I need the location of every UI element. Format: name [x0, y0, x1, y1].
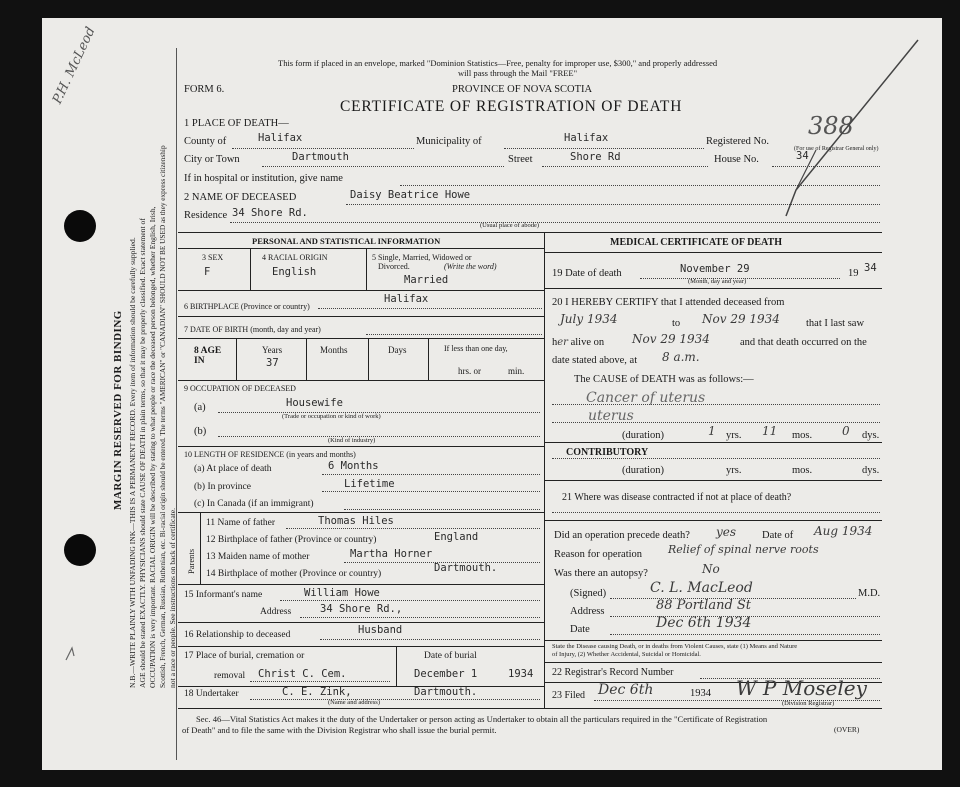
- less-day-label: If less than one day,: [444, 344, 508, 353]
- residence-label: Residence: [184, 210, 228, 221]
- medical-heading: MEDICAL CERTIFICATE OF DEATH: [610, 237, 782, 248]
- mother-birthplace-value: Dartmouth.: [434, 562, 498, 574]
- parents-label: Parents: [186, 548, 196, 574]
- cause-value-2: uterus: [588, 408, 634, 424]
- age-label: 8 AGE IN: [194, 346, 222, 366]
- burial-date-label: Date of burial: [424, 651, 477, 661]
- occupation-a-label: (a): [194, 402, 206, 413]
- pencil-note: P.H. McLeod: [50, 24, 99, 107]
- death-date-note: (Month, day and year): [688, 278, 747, 285]
- hospital-label: If in hospital or institution, give name: [184, 173, 343, 184]
- occupation-b-note: (Kind of industry): [328, 437, 376, 444]
- page-title: CERTIFICATE OF REGISTRATION OF DEATH: [340, 98, 683, 115]
- residence-length-label: 10 LENGTH OF RESIDENCE (in years and months): [184, 450, 356, 459]
- informant-address-value: 34 Shore Rd.,: [320, 603, 403, 615]
- abode-note: (Usual place of abode): [480, 222, 540, 229]
- cause-months-value: 11: [762, 424, 778, 438]
- residence-a-value: 6 Months: [328, 460, 379, 472]
- death-year-prefix: 19: [848, 268, 859, 279]
- operation-label: Did an operation precede death?: [554, 530, 690, 541]
- margin-note-line-1: N.B.—WRITE PLAINLY WITH UNFADING INK—THIS IS A PERMANENT RECORD. Every item of information should be carefully supplied.: [128, 237, 137, 688]
- physician-date-value: Dec 6th 1934: [656, 615, 752, 631]
- division-registrar-note: (Division Registrar): [782, 700, 835, 707]
- occupation-value: Housewife: [286, 397, 343, 409]
- registered-label: Registered No.: [706, 136, 769, 147]
- street-label: Street: [508, 154, 533, 165]
- state-note-1: State the Disease causing Death, or in deaths from Violent Causes, state (1) Means and Nature: [552, 643, 798, 650]
- md-label: M.D.: [858, 588, 881, 599]
- residence-value: 34 Shore Rd.: [232, 207, 308, 219]
- city-value: Dartmouth: [292, 151, 349, 163]
- province-heading: PROVINCE OF NOVA SCOTIA: [452, 84, 593, 95]
- marital-label-1: 5 Single, Married, Widowed or: [372, 253, 472, 262]
- undertaker-note: (Name and address): [328, 699, 380, 706]
- months-label: Months: [320, 345, 348, 355]
- operation-value: yes: [716, 525, 737, 539]
- dys-label-1: dys.: [862, 430, 880, 441]
- pencil-check-stroke: [786, 40, 918, 216]
- burial-label-2: removal: [214, 671, 246, 681]
- father-label: 11 Name of father: [206, 518, 276, 528]
- dys-label-2: dys.: [862, 465, 880, 476]
- attended-to-value: Nov 29 1934: [702, 312, 780, 326]
- where-contracted-label: 21 Where was disease contracted if not at place of death?: [562, 492, 792, 503]
- residence-c-label: (c) In Canada (if an immigrant): [194, 499, 314, 509]
- to-label: to: [672, 318, 681, 329]
- mailing-note-1: This form if placed in an envelope, marked "Dominion Statistics—Free, penalty for improper use, $300," and properly addressed: [278, 58, 718, 68]
- mailing-note-2: will pass through the Mail "FREE": [458, 68, 578, 78]
- racial-origin-label: 4 RACIAL ORIGIN: [262, 253, 328, 262]
- relationship-value: Husband: [358, 624, 403, 636]
- filed-day-value: Dec 6th: [598, 682, 654, 698]
- physician-address-value: 88 Portland St: [656, 598, 752, 613]
- occupation-a-note: (Trade or occupation or kind of work): [282, 413, 381, 420]
- mos-label-2: mos.: [792, 465, 813, 476]
- reason-label: Reason for operation: [554, 549, 643, 560]
- footer-over: (OVER): [834, 725, 860, 734]
- min-label: min.: [508, 366, 525, 376]
- occupation-label: 9 OCCUPATION OF DECEASED: [184, 384, 296, 393]
- registered-note: (For use of Registrar General only): [794, 146, 879, 152]
- marital-label-2: Divorced.: [378, 262, 410, 271]
- footer-line-1: Sec. 46—Vital Statistics Act makes it the duty of the Undertaker or person acting as Undertaker to obtain all the particulars required in the "Certificate of Registration: [196, 714, 768, 724]
- yrs-label-2: yrs.: [726, 465, 742, 476]
- autopsy-value: No: [702, 562, 720, 576]
- hrs-label: hrs. or: [458, 366, 481, 376]
- municipality-value: Halifax: [564, 132, 609, 144]
- burial-place-value: Christ C. Cem.: [258, 668, 347, 680]
- margin-note-line-4: Scottish, French, German, Russian, Ruthenian, etc. Bi-racial origin should be entered. The terms "AMERICAN" or "CANADIAN" SHOULD NOT BE USED as they express citizenship: [158, 145, 167, 688]
- margin-note-line-2: AGE should be stated EXACTLY. PHYSICIANS should state CAUSE OF DEATH in plain terms, so that it may be properly classified. Exact statement of: [138, 218, 147, 688]
- signed-value: C. L. MacLeod: [650, 580, 753, 596]
- mother-label: 13 Maiden name of mother: [206, 552, 310, 562]
- father-value: Thomas Hiles: [318, 515, 394, 527]
- informant-value: William Howe: [304, 587, 380, 599]
- undertaker-value: C. E. Zink,: [282, 686, 352, 698]
- date-stated-label: date stated above, at: [552, 355, 638, 366]
- informant-address-label: Address: [260, 607, 292, 617]
- street-value: Shore Rd: [570, 151, 621, 163]
- death-time-value: 8 a.m.: [662, 350, 700, 364]
- county-label: County of: [184, 136, 227, 147]
- cause-value-1: Cancer of uterus: [586, 390, 706, 406]
- undertaker-label: 18 Undertaker: [184, 689, 239, 699]
- registrar-signature: W P Moseley: [736, 676, 867, 700]
- burial-date-value: December 1: [414, 668, 478, 680]
- yrs-label-1: yrs.: [726, 430, 742, 441]
- cause-label: The CAUSE of DEATH was as follows:—: [574, 374, 754, 385]
- residence-b-label: (b) In province: [194, 482, 251, 492]
- racial-origin-value: English: [272, 266, 317, 278]
- death-date-value: November 29: [680, 263, 750, 275]
- signed-label: (Signed): [570, 588, 607, 599]
- death-date-label: 19 Date of death: [552, 268, 622, 279]
- autopsy-label: Was there an autopsy?: [554, 568, 648, 579]
- burial-label-1: 17 Place of burial, cremation or: [184, 651, 305, 661]
- residence-a-label: (a) At place of death: [194, 464, 272, 474]
- form-number: FORM 6.: [184, 84, 225, 95]
- operation-date-value: Aug 1934: [814, 524, 873, 538]
- burial-year-value: 1934: [508, 668, 534, 680]
- marital-label-3: (Write the word): [444, 262, 497, 271]
- margin-note-line-3: OCCUPATION is very important. RACIAL ORIGIN will be described by stating to what people or race the deceased person belonged, whether English, Irish,: [148, 206, 157, 688]
- relationship-label: 16 Relationship to deceased: [184, 630, 291, 640]
- father-birthplace-label: 12 Birthplace of father (Province or country): [206, 535, 377, 545]
- registered-number: 388: [808, 112, 854, 140]
- deceased-name-value: Daisy Beatrice Howe: [350, 189, 471, 201]
- occurred-label: and that death occurred on the: [740, 337, 867, 348]
- dob-label: 7 DATE OF BIRTH (month, day and year): [184, 325, 321, 334]
- cause-years-value: 1: [708, 424, 716, 438]
- last-seen-value: Nov 29 1934: [632, 332, 710, 346]
- mos-label-1: mos.: [792, 430, 813, 441]
- reason-value: Relief of spinal nerve roots: [668, 543, 819, 556]
- city-label: City or Town: [184, 154, 240, 165]
- certify-text: 20 I HEREBY CERTIFY that I attended deceased from: [552, 297, 785, 308]
- binding-margin-label: MARGIN RESERVED FOR BINDING: [112, 310, 124, 510]
- operation-date-label: Date of: [762, 530, 794, 541]
- birthplace-label: 6 BIRTHPLACE (Province or country): [184, 302, 310, 311]
- physician-address-label: Address: [570, 606, 605, 617]
- house-label: House No.: [714, 154, 759, 165]
- marital-value: Married: [404, 274, 449, 286]
- death-year-value: 34: [864, 262, 877, 274]
- years-value: 37: [266, 357, 279, 369]
- footer-line-2: of Death" and to file the same with the Division Registrar who shall issue the burial permit.: [182, 725, 497, 735]
- attended-from-value: July 1934: [560, 312, 618, 326]
- cause-days-value: 0: [842, 424, 850, 438]
- contributory-label: CONTRIBUTORY: [566, 447, 649, 458]
- sex-label: 3 SEX: [202, 253, 224, 262]
- place-of-death-heading: 1 PLACE OF DEATH—: [184, 118, 289, 129]
- duration-label-2: (duration): [622, 465, 664, 476]
- informant-label: 15 Informant's name: [184, 590, 263, 600]
- mother-value: Martha Horner: [350, 548, 433, 560]
- undertaker-town-value: Dartmouth.: [414, 686, 478, 698]
- mother-birthplace-label: 14 Birthplace of mother (Province or country): [206, 569, 382, 579]
- margin-note-line-5: not a race or people. See instructions on back of certificate.: [168, 507, 177, 688]
- sex-value: F: [204, 266, 211, 278]
- filed-label: 23 Filed: [552, 690, 586, 701]
- residence-b-value: Lifetime: [344, 478, 395, 490]
- municipality-label: Municipality of: [416, 136, 482, 147]
- state-note-2: of Injury, (2) Whether Accidental, Suicidal or Homicidal.: [552, 651, 701, 658]
- last-saw-label: that I last saw: [806, 318, 865, 329]
- personal-heading: PERSONAL AND STATISTICAL INFORMATION: [252, 236, 441, 246]
- filed-year-value: 1934: [690, 688, 711, 699]
- father-birthplace-value: England: [434, 531, 479, 543]
- deceased-name-label: 2 NAME OF DECEASED: [184, 192, 297, 203]
- alive-prefix: her alive on: [552, 337, 605, 348]
- occupation-b-label: (b): [194, 426, 207, 437]
- physician-date-label: Date: [570, 624, 590, 635]
- duration-label-1: (duration): [622, 430, 664, 441]
- days-label: Days: [388, 345, 407, 355]
- birthplace-value: Halifax: [384, 293, 429, 305]
- county-value: Halifax: [258, 132, 303, 144]
- margin-pencil-mark: [66, 648, 74, 660]
- record-number-label: 22 Registrar's Record Number: [552, 667, 674, 678]
- years-label: Years: [262, 345, 283, 355]
- house-value: 34: [796, 150, 809, 162]
